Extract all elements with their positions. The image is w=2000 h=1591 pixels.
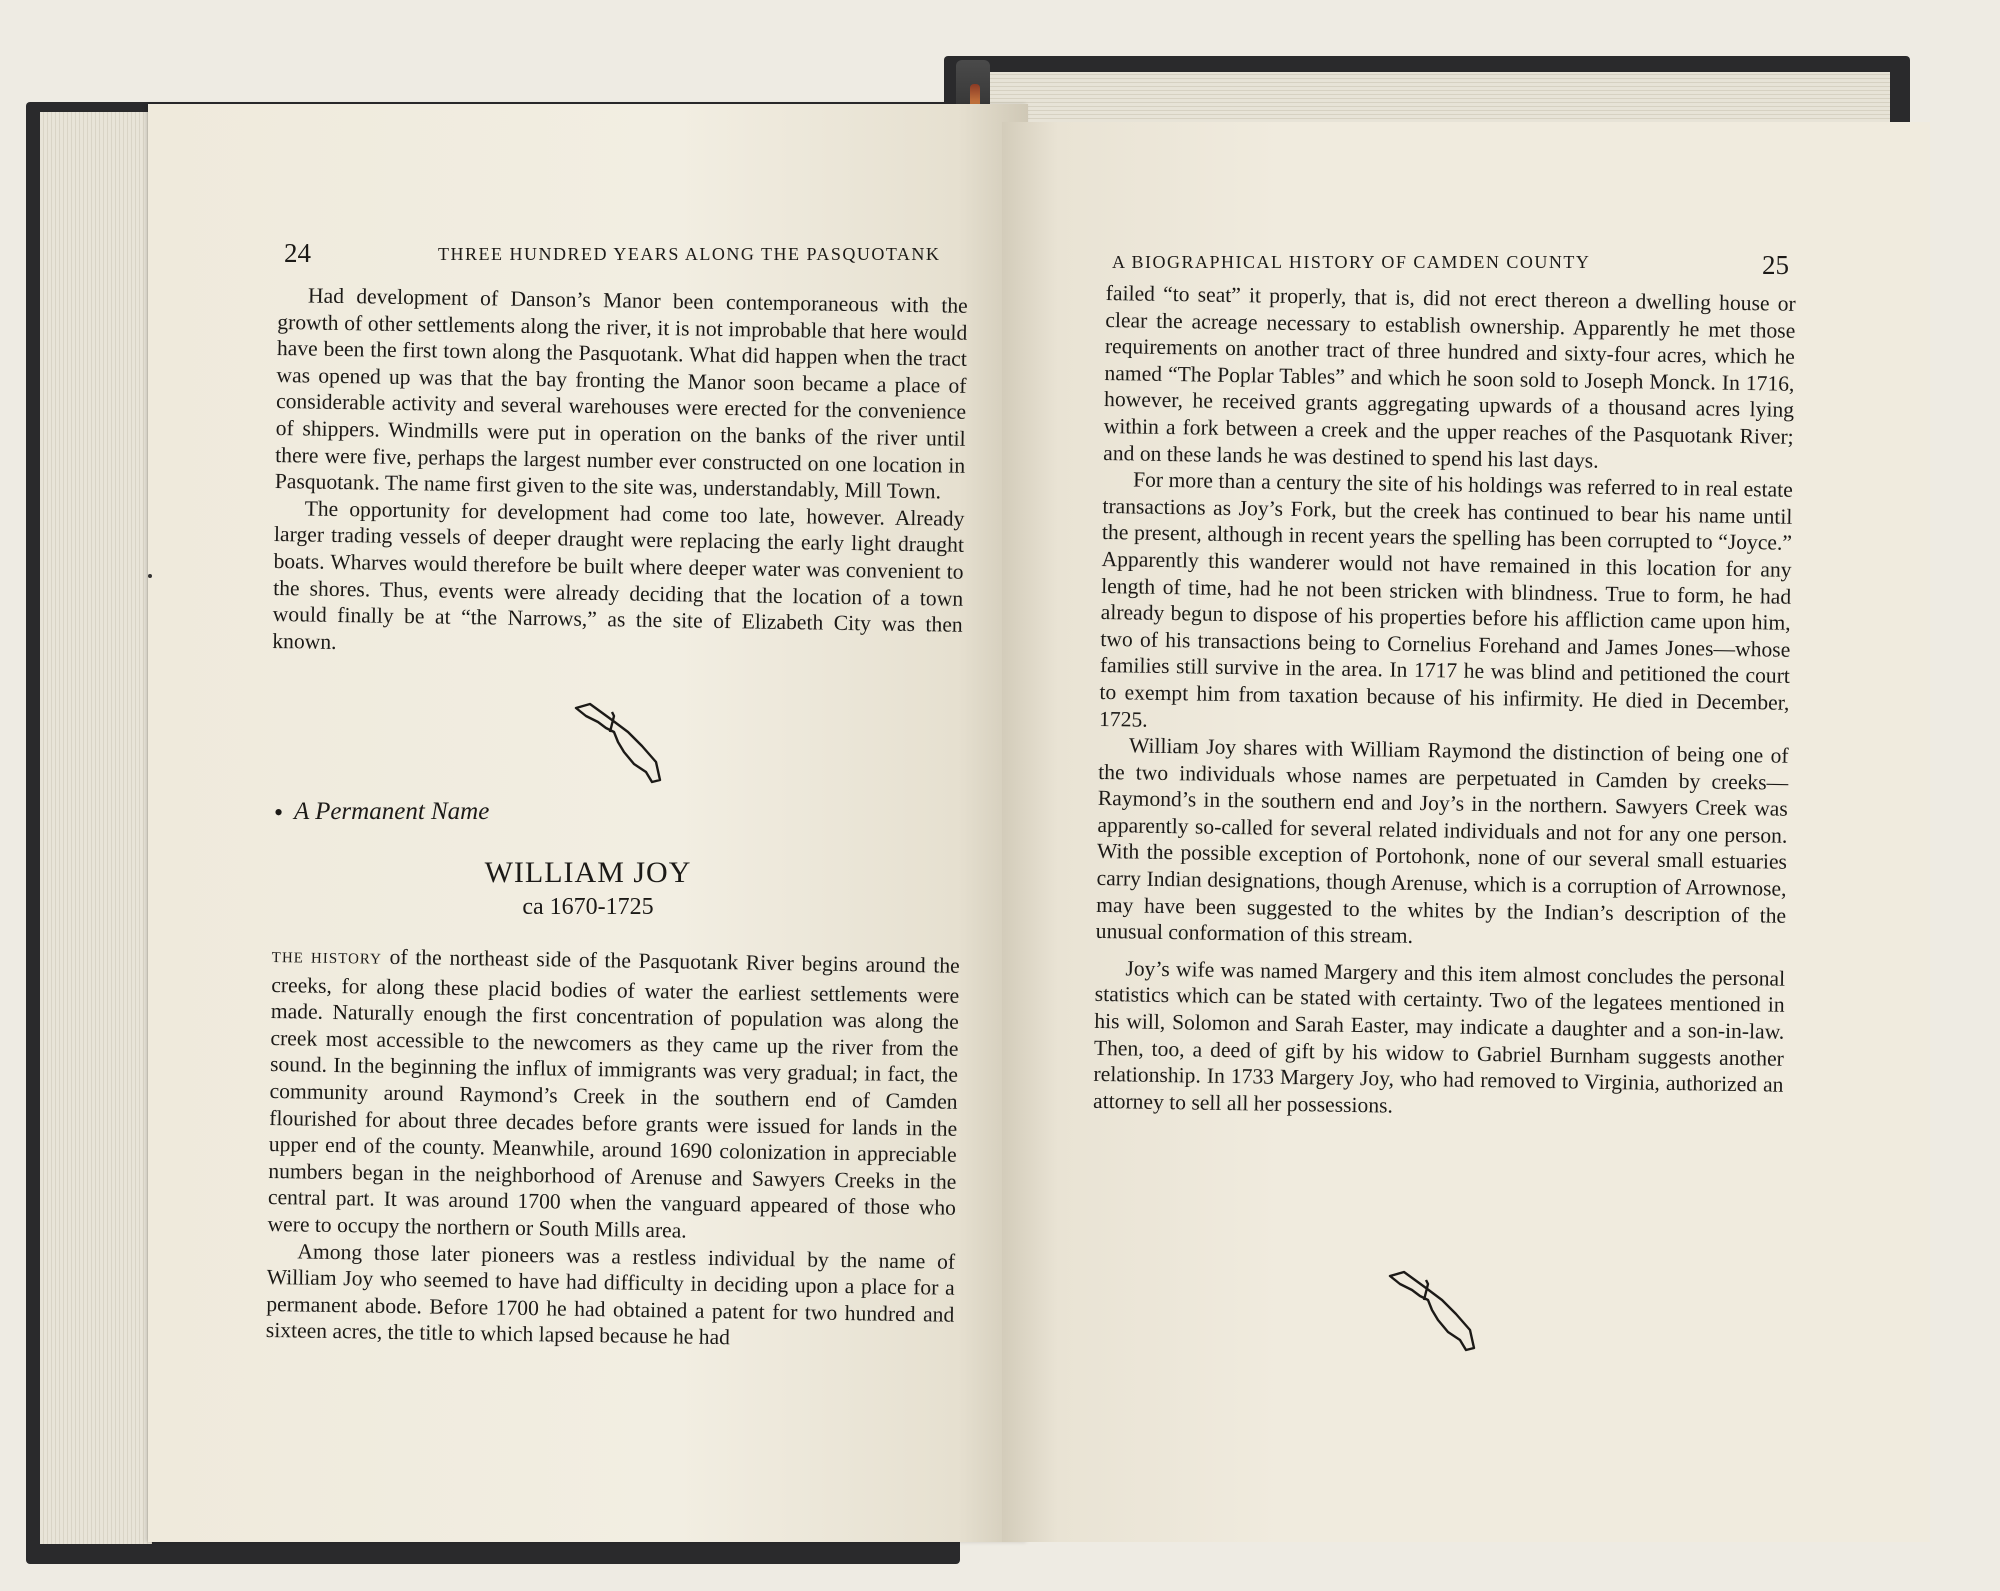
county-map-outline-icon [572, 702, 662, 786]
paragraph: Among those later pioneers was a restless individual by the name of William Joy who seemed to have had difficulty in deciding upon a place for a permanent abode. Before 1700 he had obtained a patent for two hundred and sixteen acres, the title to which lapsed because he had [265, 1238, 956, 1350]
paragraph: William Joy shares with William Raymond the distinction of being one of the two individuals whose names are perpetuated in Camden by creeks—Raymond’s in the southern end and Joy’s in the northern. Sawyers Creek was apparently so-called for several related individuals and not for any one person. With the possible exception of Portohonk, none of our several small estuaries carry Indian designations, though Arenuse, which is a corruption of Arrownose, may have been suggested to the whites by the Indian’s description of the unusual conformation of this stream. [1095, 733, 1789, 949]
paragraph: For more than a century the site of his holdings was referred to in real estate transactions as Joy’s Fork, but the creek has continued to bear his name until the present, although in recent years the spelling has been corrupted to “Joyce.” Apparently this wanderer would not have remained in this location for any length of time, had he not been stricken with blindness. True to form, he had already begun to dispose of his properties before his affliction came upon him, two of his transactions being to Cornelius Forehand and James Jones—whose families still survive in the area. In 1717 he was blind and petitioned the court to exempt him from taxation because of his infirmity. He died in December, 1725. [1098, 467, 1793, 732]
lead-in-smallcaps: THE HISTORY [271, 949, 383, 968]
page-number: 25 [1762, 250, 1789, 280]
stray-mark [148, 574, 152, 578]
page-edges-left [40, 112, 152, 1544]
body-text [1093, 280, 1796, 1125]
paragraph [267, 942, 960, 1248]
running-head: A BIOGRAPHICAL HISTORY OF CAMDEN COUNTY [1112, 252, 1591, 272]
paragraph: The opportunity for development had come too late, however. Already larger trading vessels of deeper draught were replacing the early light draught boats. Wharves would therefore be built where deeper water was convenient to the shores. Thus, events were already deciding that the location of a town would finally be at “the Narrows,” as the site of Elizabeth City was then known. [272, 496, 965, 654]
bullet-mark: • [274, 798, 284, 827]
county-map-outline-icon [1386, 1270, 1476, 1354]
paragraph: Joy’s wife was named Margery and this item almost concludes the personal statistics which can be stated with certainty. Two of the legatees mentioned in his will, Solomon and Sarah Easter, may indicate a daughter and a son-in-law. Then, too, a deed of gift by his widow to Gabriel Burnham suggests another relationship. In 1733 Margery Joy, who had removed to Virginia, authorized an attorney to sell all her possessions. [1092, 956, 1786, 1118]
chapter-dates: ca 1670-1725 [522, 894, 654, 920]
body-text-chapter [266, 942, 960, 1355]
running-head: THREE HUNDRED YEARS ALONG THE PASQUOTANK [438, 244, 941, 264]
paragraph: Had development of Danson’s Manor been contemporaneous with the growth of other settlements along the river, it is not improbable that here would have been the first town along the Pasquotank. What did happen when the tract was opened up was that the bay fronting the Manor soon became a place of considerable activity and several warehouses were erected for the convenience of shippers. Windmills were put in operation on the banks of the river until there were five, perhaps the largest number ever constructed on one location in Pasquotank. The name first given to the site was, understandably, Mill Town. [274, 283, 968, 504]
page-number: 24 [284, 238, 311, 268]
right-page [1002, 122, 1930, 1542]
page-edges-top [978, 72, 1890, 126]
body-text-top [272, 282, 968, 665]
paragraph: failed “to seat” it properly, that is, did not erect thereon a dwelling house or clear the acreage necessary to establish ownership. Apparently he met those requirements on another tract of three hundred and sixty-four acres, which he named “The Poplar Tables” and which he soon sold to Joseph Monck. In 1716, however, he received grants aggregating upwards of a thousand acres lying within a fork between a creek and the upper reaches of the Pasquotank River; and on these lands he was destined to spend his last days. [1103, 280, 1796, 473]
section-heading: A Permanent Name [294, 798, 490, 825]
left-page [148, 104, 1028, 1542]
paragraph-text: of the northeast side of the Pasquotank River begins around the creeks, for along these placid bodies of water the earliest settlements were made. Naturally enough the first concentration of population was along the creek most accessible to the newcomers as they came up the river from the sound. In the beginning the influx of immigrants was very gradual; in fact, the community around Raymond’s Creek in the southern end of Camden flourished for about three decades before grants were issued for lands in the upper end of the county. Meanwhile, around 1690 colonization in appreciable numbers began in the neighborhood of Arenuse and Sawyers Creeks in the central part. It was around 1700 when the vanguard appeared of those who were to occupy the northern or South Mills area. [267, 944, 960, 1243]
chapter-title: WILLIAM JOY [484, 856, 692, 889]
